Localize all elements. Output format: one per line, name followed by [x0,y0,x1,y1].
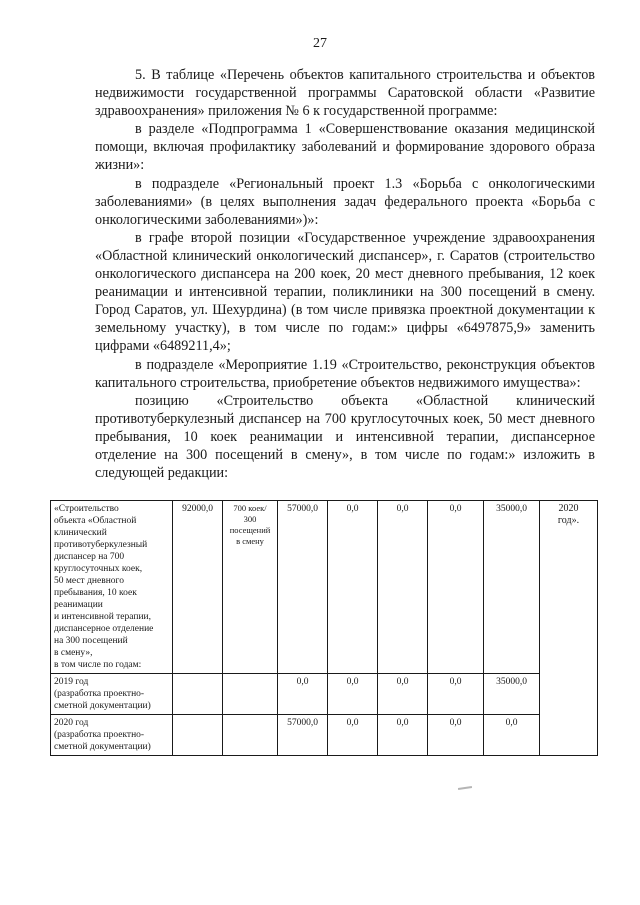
estimated-cost-cell: 92000,0 [173,501,223,674]
scan-artifact [458,786,472,790]
year-label-cell [51,674,173,715]
object-name-line: на 300 посещений [54,636,128,646]
completion-year-line: 2020 [558,503,579,514]
value-cell: 0,0 [328,674,378,715]
page-number: 27 [313,36,327,51]
object-name-line: в том числе по годам: [54,660,142,670]
year-label-line: 2019 год [54,677,89,687]
capacity-line: 300 [243,514,257,524]
total-cell: 0,0 [278,674,328,715]
object-name-line: клинический [54,528,107,538]
object-name-line: диспансер на 700 [54,552,125,562]
value-cell: 0,0 [428,501,484,674]
value-cell: 35000,0 [484,674,540,715]
object-name-line: 50 мест дневного [54,576,124,586]
value-cell: 0,0 [378,674,428,715]
year-label-line: (разработка проектно- [54,689,145,699]
value-cell: 0,0 [328,715,378,756]
paragraph-column-amendment: в графе второй позиции «Государственное учреждение здравоохранения «Областной клинический онкологический диспансер», г. Саратов (строительство онкологического диспансера на 200 коек, 20 мест дневного пребывания, 12 коек реанимации и интенсивной терапии, поликлиники на 300 посещений в смену. Город Саратов, ул. Шехурдина) (в том числе привязка проектной документации к земельному участку), в том числе по годам:» цифры «6497875,9» заменить цифрами «6489211,4»; [95,229,595,355]
year-label-line: сметной документации) [54,701,151,711]
value-cell: 0,0 [378,715,428,756]
year-label-cell [51,715,173,756]
object-name-line: диспансерное отделение [54,624,154,634]
year-label-line: (разработка проектно- [54,730,145,740]
paragraph-subsection-regional-project: в подразделе «Региональный проект 1.3 «Борьба с онкологическими заболеваниями» (в целях выполнения задач федерального проекта «Борьба с онкологическими заболеваниями»)»: [95,175,595,228]
paragraph-item-5: 5. В таблице «Перечень объектов капитального строительства и объектов недвижимости государственной программы Саратовской области «Развитие здравоохранения» приложения № 6 к государственной программе: [95,67,595,120]
empty-cell [173,674,223,715]
value-cell: 35000,0 [484,501,540,674]
capacity-line: в смену [236,536,264,546]
capacity-line: 700 коек/ [233,503,267,513]
table-row-main [51,501,598,674]
object-name-line: «Строительство [54,504,119,514]
value-cell: 0,0 [378,501,428,674]
object-name-line: пребывания, 10 коек [54,588,137,598]
value-cell: 0,0 [328,501,378,674]
capital-construction-table [50,500,598,756]
completion-year-line: год». [557,515,580,526]
total-cell: 57000,0 [278,501,328,674]
paragraph-subsection-measure: в подразделе «Мероприятие 1.19 «Строительство, реконструкция объектов капитального строительства, приобретение объектов недвижимого имущества»: [95,356,595,391]
document-body [95,66,595,482]
empty-cell [223,715,278,756]
capacity-line: посещений [229,525,271,535]
empty-cell [173,715,223,756]
object-name-line: в смену», [54,648,93,658]
total-cell: 57000,0 [278,715,328,756]
object-name-cell [51,501,173,674]
object-name-line: реанимации [54,600,103,610]
table-row-2019 [51,674,598,715]
paragraph-section: в разделе «Подпрограмма 1 «Совершенствование оказания медицинской помощи, включая профилактику заболеваний и формирование здорового образа жизни»: [95,121,595,174]
object-name-line: объекта «Областной [54,516,137,526]
value-cell: 0,0 [428,674,484,715]
year-label-line: сметной документации) [54,742,151,752]
value-cell: 0,0 [428,715,484,756]
table-row-2020 [51,715,598,756]
object-name-line: и интенсивной терапии, [54,612,151,622]
completion-year-cell [540,501,598,756]
object-name-line: противотуберкулезный [54,540,148,550]
year-label-line: 2020 год [54,718,89,728]
empty-cell [223,674,278,715]
paragraph-position-restatement: позицию «Строительство объекта «Областной клинический противотуберкулезный диспансер на 700 круглосуточных коек, 50 мест дневного пребывания, 10 коек реанимации и интенсивной терапии, диспансерное отделение на 300 посещений в смену», в том числе по годам:» изложить в следующей редакции: [95,392,595,482]
object-name-line: круглосуточных коек, [54,564,143,574]
capacity-cell [223,501,278,674]
value-cell: 0,0 [484,715,540,756]
